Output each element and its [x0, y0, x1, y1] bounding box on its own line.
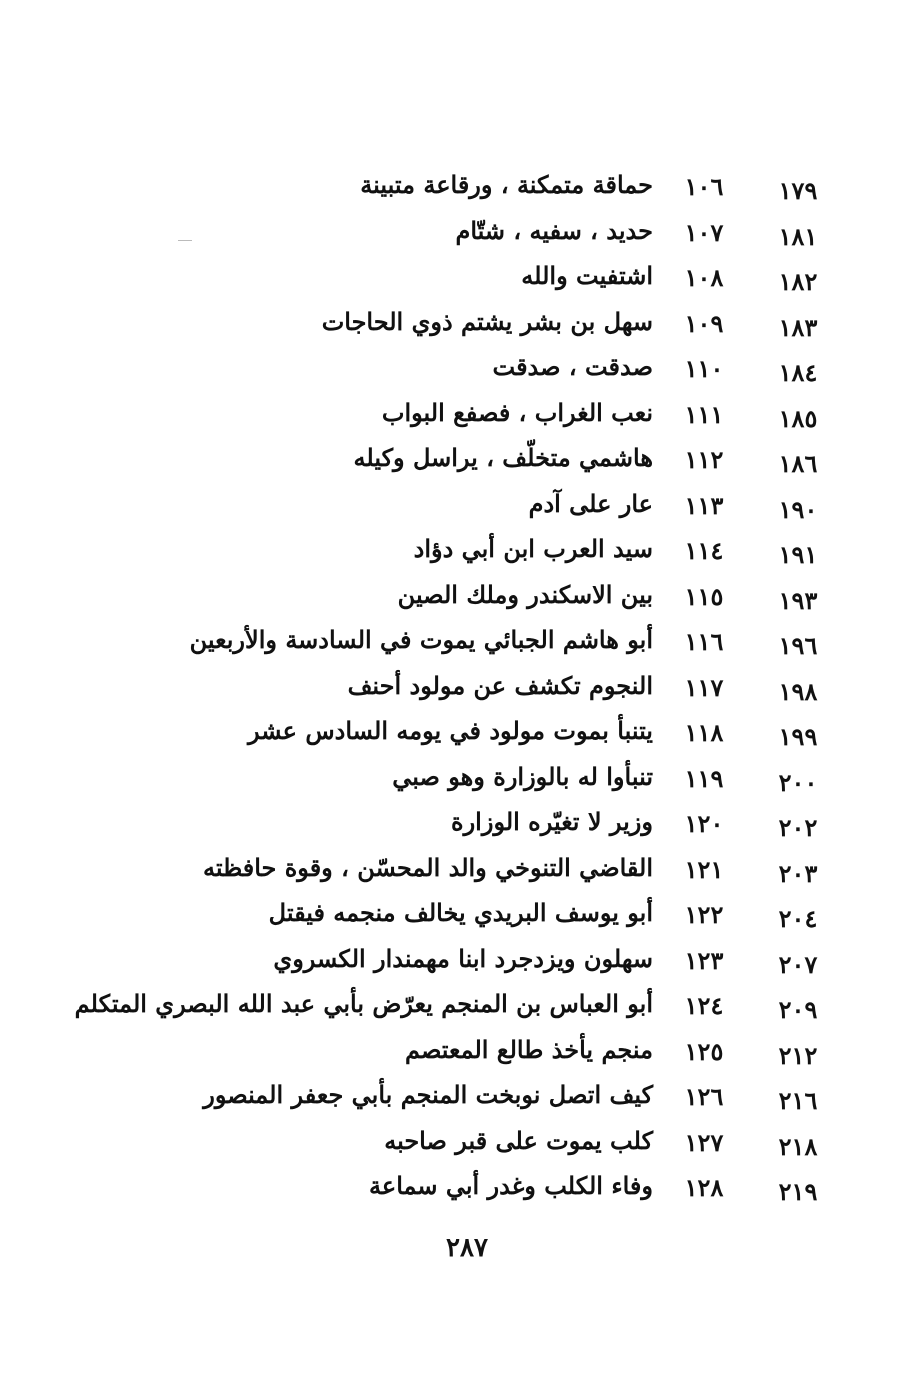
toc-entry-title: وفاء الكلب وغدر أبي سماعة	[369, 1171, 653, 1200]
toc-entry-title: سهلون ويزدجرد ابنا مهمندار الكسروي	[273, 943, 653, 973]
toc-page-number: ٢٠٣	[778, 858, 818, 888]
toc-entry-number: ١١٦	[684, 627, 724, 656]
toc-entry-number: ١٠٩	[684, 308, 724, 338]
toc-row	[0, 712, 915, 758]
toc-row	[0, 940, 915, 986]
toc-row	[0, 348, 915, 394]
toc-row	[0, 849, 915, 895]
toc-entry-title: أبو يوسف البريدي يخالف منجمه فيقتل	[268, 898, 653, 927]
toc-entry-number: ١١٥	[684, 581, 724, 611]
toc-page-number: ١٨٢	[778, 267, 818, 296]
toc-entry-number: ١١٧	[684, 672, 724, 702]
toc-page-number: ٢١٦	[778, 1086, 818, 1115]
toc-entry-title: أبو العباس بن المنجم يعرّض بأبي عبد الله البصري المتكلم	[74, 989, 653, 1018]
toc-entry-title: يتنبأ بموت مولود في يومه السادس عشر	[248, 716, 653, 745]
toc-row	[0, 1122, 915, 1168]
toc-page-number: ١٧٩	[778, 176, 818, 205]
page-number: ٢٨٧	[446, 1233, 488, 1263]
toc-row	[0, 439, 915, 485]
toc-entry-title: هاشمي متخلّف ، يراسل وكيله	[353, 443, 653, 472]
toc-entry-number: ١٠٦	[684, 172, 724, 201]
toc-row	[0, 166, 915, 212]
toc-row	[0, 485, 915, 531]
toc-entry-title: بين الاسكندر وملك الصين	[397, 579, 653, 609]
toc-entry-title: اشتفيت والله	[521, 261, 653, 290]
toc-row	[0, 1076, 915, 1122]
toc-page-number: ١٩٦	[778, 631, 818, 660]
toc-entry-title: القاضي التنوخي والد المحسّن ، وقوة حافظته	[202, 852, 653, 882]
toc-page-number: ١٩٨	[778, 676, 818, 706]
toc-page-number: ١٨١	[778, 221, 818, 251]
toc-entry-number: ١١٨	[684, 718, 724, 747]
toc-row	[0, 303, 915, 349]
toc-entry-number: ١٢٨	[684, 1173, 724, 1202]
toc-entry-title: نعب الغراب ، فصفع البواب	[381, 397, 653, 427]
toc-entry-number: ١٢٦	[684, 1082, 724, 1111]
toc-row	[0, 985, 915, 1031]
toc-entry-number: ١١٤	[684, 536, 724, 565]
toc-page-number: ١٩١	[778, 540, 818, 569]
toc-entry-title: عار على آدم	[528, 488, 653, 518]
toc-row	[0, 394, 915, 440]
toc-page-number: ٢١٩	[778, 1177, 818, 1206]
toc-entry-title: سيد العرب ابن أبي دؤاد	[413, 534, 653, 563]
toc-entry-title: أبو هاشم الجبائي يموت في السادسة والأربعين	[189, 625, 653, 654]
toc-row	[0, 1031, 915, 1077]
toc-row	[0, 530, 915, 576]
toc-page-number: ٢١٨	[778, 1131, 818, 1161]
toc-entry-title: حماقة متمكنة ، ورقاعة متبينة	[360, 170, 653, 199]
toc-entry-number: ١٢٤	[684, 991, 724, 1020]
toc-entry-number: ١١٣	[684, 490, 724, 520]
toc-entry-number: ١٢٧	[684, 1127, 724, 1157]
table-of-contents	[0, 166, 915, 1213]
toc-entry-number: ١٢٥	[684, 1036, 724, 1066]
toc-page-number: ١٩٩	[778, 722, 818, 751]
toc-row	[0, 758, 915, 804]
toc-page-number: ١٩٣	[778, 585, 818, 615]
toc-entry-number: ١٠٧	[684, 217, 724, 247]
toc-entry-title: صدقت ، صدقت	[492, 352, 653, 381]
toc-page-number: ١٨٣	[778, 312, 818, 342]
toc-row	[0, 212, 915, 258]
toc-entry-title: كلب يموت على قبر صاحبه	[384, 1125, 653, 1155]
toc-entry-title: كيف اتصل نوبخت المنجم بأبي جعفر المنصور	[203, 1080, 653, 1109]
toc-entry-title: النجوم تكشف عن مولود أحنف	[347, 670, 653, 700]
toc-entry-title: تنبأوا له بالوزارة وهو صبي	[392, 761, 653, 791]
toc-page-number: ١٨٤	[778, 358, 818, 387]
toc-entry-number: ١١٩	[684, 763, 724, 793]
toc-page-number: ٢٠٠	[778, 767, 818, 797]
toc-entry-number: ١٢٠	[684, 809, 724, 838]
toc-entry-title: وزير لا تغيّره الوزارة	[451, 807, 653, 836]
toc-entry-number: ١٠٨	[684, 263, 724, 292]
toc-page-number: ٢١٢	[778, 1040, 818, 1070]
toc-row	[0, 621, 915, 667]
toc-row	[0, 257, 915, 303]
toc-entry-number: ١١١	[684, 399, 724, 429]
toc-row	[0, 894, 915, 940]
toc-entry-title: منجم يأخذ طالع المعتصم	[404, 1034, 653, 1064]
toc-page-number: ٢٠٧	[778, 949, 818, 979]
toc-entry-number: ١١٢	[684, 445, 724, 474]
toc-row	[0, 1167, 915, 1213]
toc-entry-number: ١١٠	[684, 354, 724, 383]
toc-page-number: ١٩٠	[778, 494, 818, 524]
toc-entry-number: ١٢٣	[684, 945, 724, 975]
toc-row	[0, 803, 915, 849]
toc-entry-title: سهل بن بشر يشتم ذوي الحاجات	[321, 306, 653, 336]
toc-page-number: ١٨٦	[778, 449, 818, 478]
toc-page-number: ٢٠٩	[778, 995, 818, 1024]
toc-row	[0, 576, 915, 622]
toc-entry-number: ١٢١	[684, 854, 724, 884]
toc-page-number: ١٨٥	[778, 403, 818, 433]
toc-entry-number: ١٢٢	[684, 900, 724, 929]
toc-row	[0, 667, 915, 713]
toc-entry-title: حديد ، سفيه ، شتّام	[455, 215, 653, 245]
toc-page-number: ٢٠٤	[778, 904, 818, 933]
toc-page-number: ٢٠٢	[778, 813, 818, 842]
